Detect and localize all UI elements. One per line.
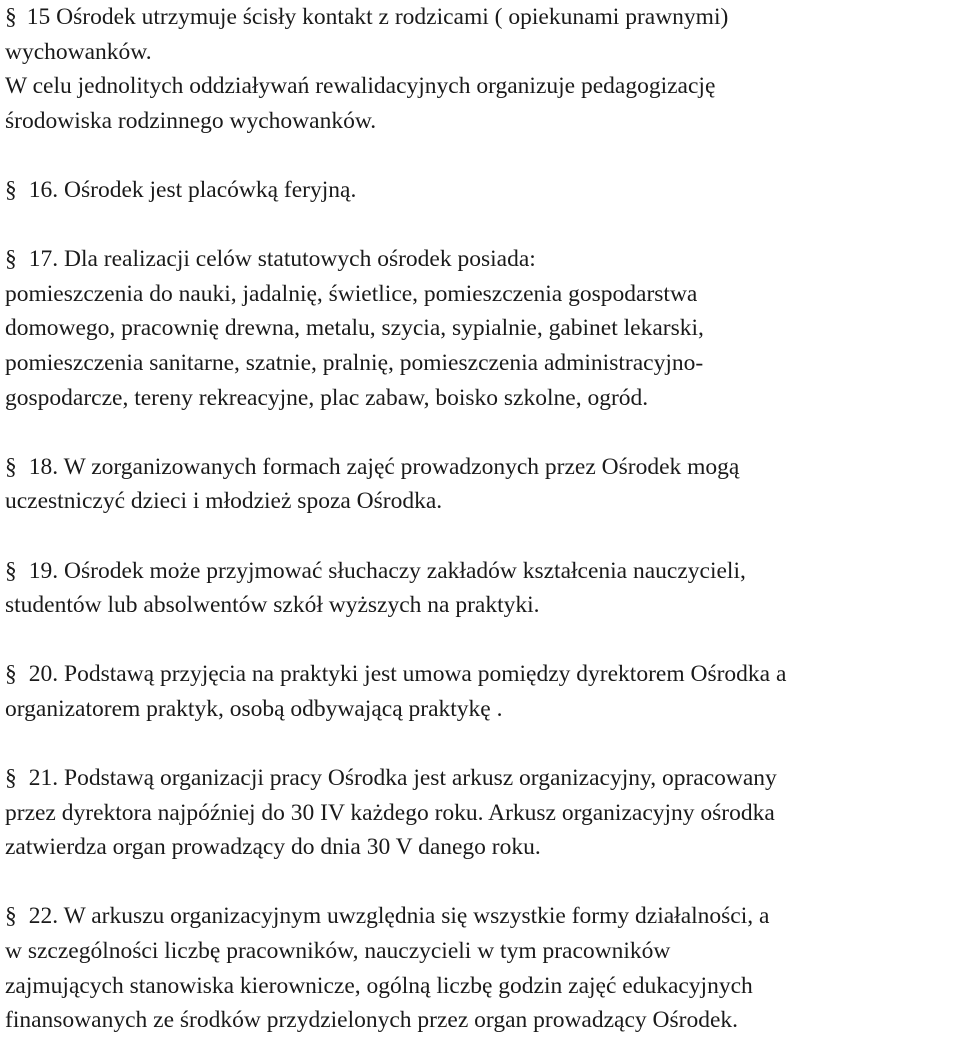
paragraph-17 — [5, 242, 957, 415]
section-sign: § — [5, 246, 17, 273]
paragraph-number: 18. — [28, 453, 59, 480]
document-page — [5, 0, 957, 1038]
section-sign: § — [5, 453, 17, 480]
blank-line — [5, 726, 957, 761]
paragraph-text: Podstawą organizacji pracy Ośrodka jest arkusz organizacyjny, opracowany — [64, 765, 777, 792]
paragraph-line: zatwierdza organ prowadzący do dnia 30 V danego roku. — [5, 834, 541, 861]
paragraph-line: przez dyrektora najpóźniej do 30 IV każdego roku. Arkusz organizacyjny ośrodka — [5, 799, 775, 826]
blank-line — [5, 138, 957, 173]
paragraph-line: środowiska rodzinnego wychowanków. — [5, 107, 377, 134]
paragraph-line: organizatorem praktyk, osobą odbywającą praktykę . — [5, 695, 503, 722]
paragraph-line — [5, 554, 957, 589]
paragraph-line: uczestniczyć dzieci i młodzież spoza Ośrodka. — [5, 488, 443, 515]
paragraph-22 — [5, 899, 957, 1037]
paragraph-number: 21. — [28, 765, 59, 792]
paragraph-text: Dla realizacji celów statutowych ośrodek posiada: — [64, 246, 536, 273]
paragraph-line — [5, 450, 957, 485]
paragraph-line: zajmujących stanowiska kierownicze, ogólną liczbę godzin zajęć edukacyjnych — [5, 972, 753, 999]
paragraph-16 — [5, 173, 957, 208]
paragraph-line: gospodarcze, tereny rekreacyjne, plac zabaw, boisko szkolne, ogród. — [5, 384, 649, 411]
section-sign: § — [5, 4, 17, 30]
paragraph-line: pomieszczenia sanitarne, szatnie, pralnię, pomieszczenia administracyjno- — [5, 349, 704, 376]
paragraph-text: Ośrodek utrzymuje ścisły kontakt z rodzicami ( opiekunami prawnymi) — [56, 4, 729, 30]
paragraph-19 — [5, 554, 957, 623]
paragraph-21 — [5, 761, 957, 865]
paragraph-line: pomieszczenia do nauki, jadalnię, świetlice, pomieszczenia gospodarstwa — [5, 280, 698, 307]
paragraph-number: 19. — [28, 557, 59, 584]
blank-line — [5, 208, 957, 243]
blank-line — [5, 519, 957, 554]
paragraph-line: domowego, pracownię drewna, metalu, szycia, sypialnie, gabinet lekarski, — [5, 315, 704, 342]
paragraph-text: Ośrodek może przyjmować słuchaczy zakładów kształcenia nauczycieli, — [64, 557, 746, 584]
paragraph-text: W arkuszu organizacyjnym uwzględnia się wszystkie formy działalności, a — [63, 903, 770, 930]
paragraph-number: 17. — [28, 246, 59, 273]
paragraph-text: Podstawą przyjęcia na praktyki jest umowa pomiędzy dyrektorem Ośrodka a — [64, 661, 787, 688]
section-sign: § — [5, 557, 17, 584]
section-sign: § — [5, 661, 17, 688]
paragraph-line — [5, 657, 957, 692]
blank-line — [5, 623, 957, 658]
section-sign: § — [5, 903, 17, 930]
paragraph-text: W zorganizowanych formach zajęć prowadzonych przez Ośrodek mogą — [63, 453, 740, 480]
paragraph-line — [5, 0, 957, 35]
paragraph-line — [5, 242, 957, 277]
paragraph-line — [5, 173, 957, 208]
blank-line — [5, 415, 957, 450]
paragraph-line: wychowanków. — [5, 38, 152, 65]
paragraph-15 — [5, 0, 957, 138]
paragraph-line: W celu jednolitych oddziaływań rewalidacyjnych organizuje pedagogizację — [5, 73, 716, 100]
paragraph-line: w szczególności liczbę pracowników, nauczycieli w tym pracowników — [5, 938, 671, 965]
paragraph-line: studentów lub absolwentów szkół wyższych na praktyki. — [5, 592, 540, 619]
paragraph-20 — [5, 657, 957, 726]
blank-line — [5, 865, 957, 900]
paragraph-18 — [5, 450, 957, 519]
section-sign: § — [5, 765, 17, 792]
paragraph-text: Ośrodek jest placówką feryjną. — [64, 176, 357, 203]
paragraph-number: 20. — [28, 661, 59, 688]
paragraph-line — [5, 761, 957, 796]
paragraph-number: 22. — [28, 903, 59, 930]
paragraph-number: 15 — [26, 4, 51, 30]
paragraph-line: finansowanych ze środków przydzielonych przez organ prowadzący Ośrodek. — [5, 1007, 739, 1034]
section-sign: § — [5, 176, 17, 203]
paragraph-line — [5, 899, 957, 934]
paragraph-number: 16. — [28, 176, 59, 203]
